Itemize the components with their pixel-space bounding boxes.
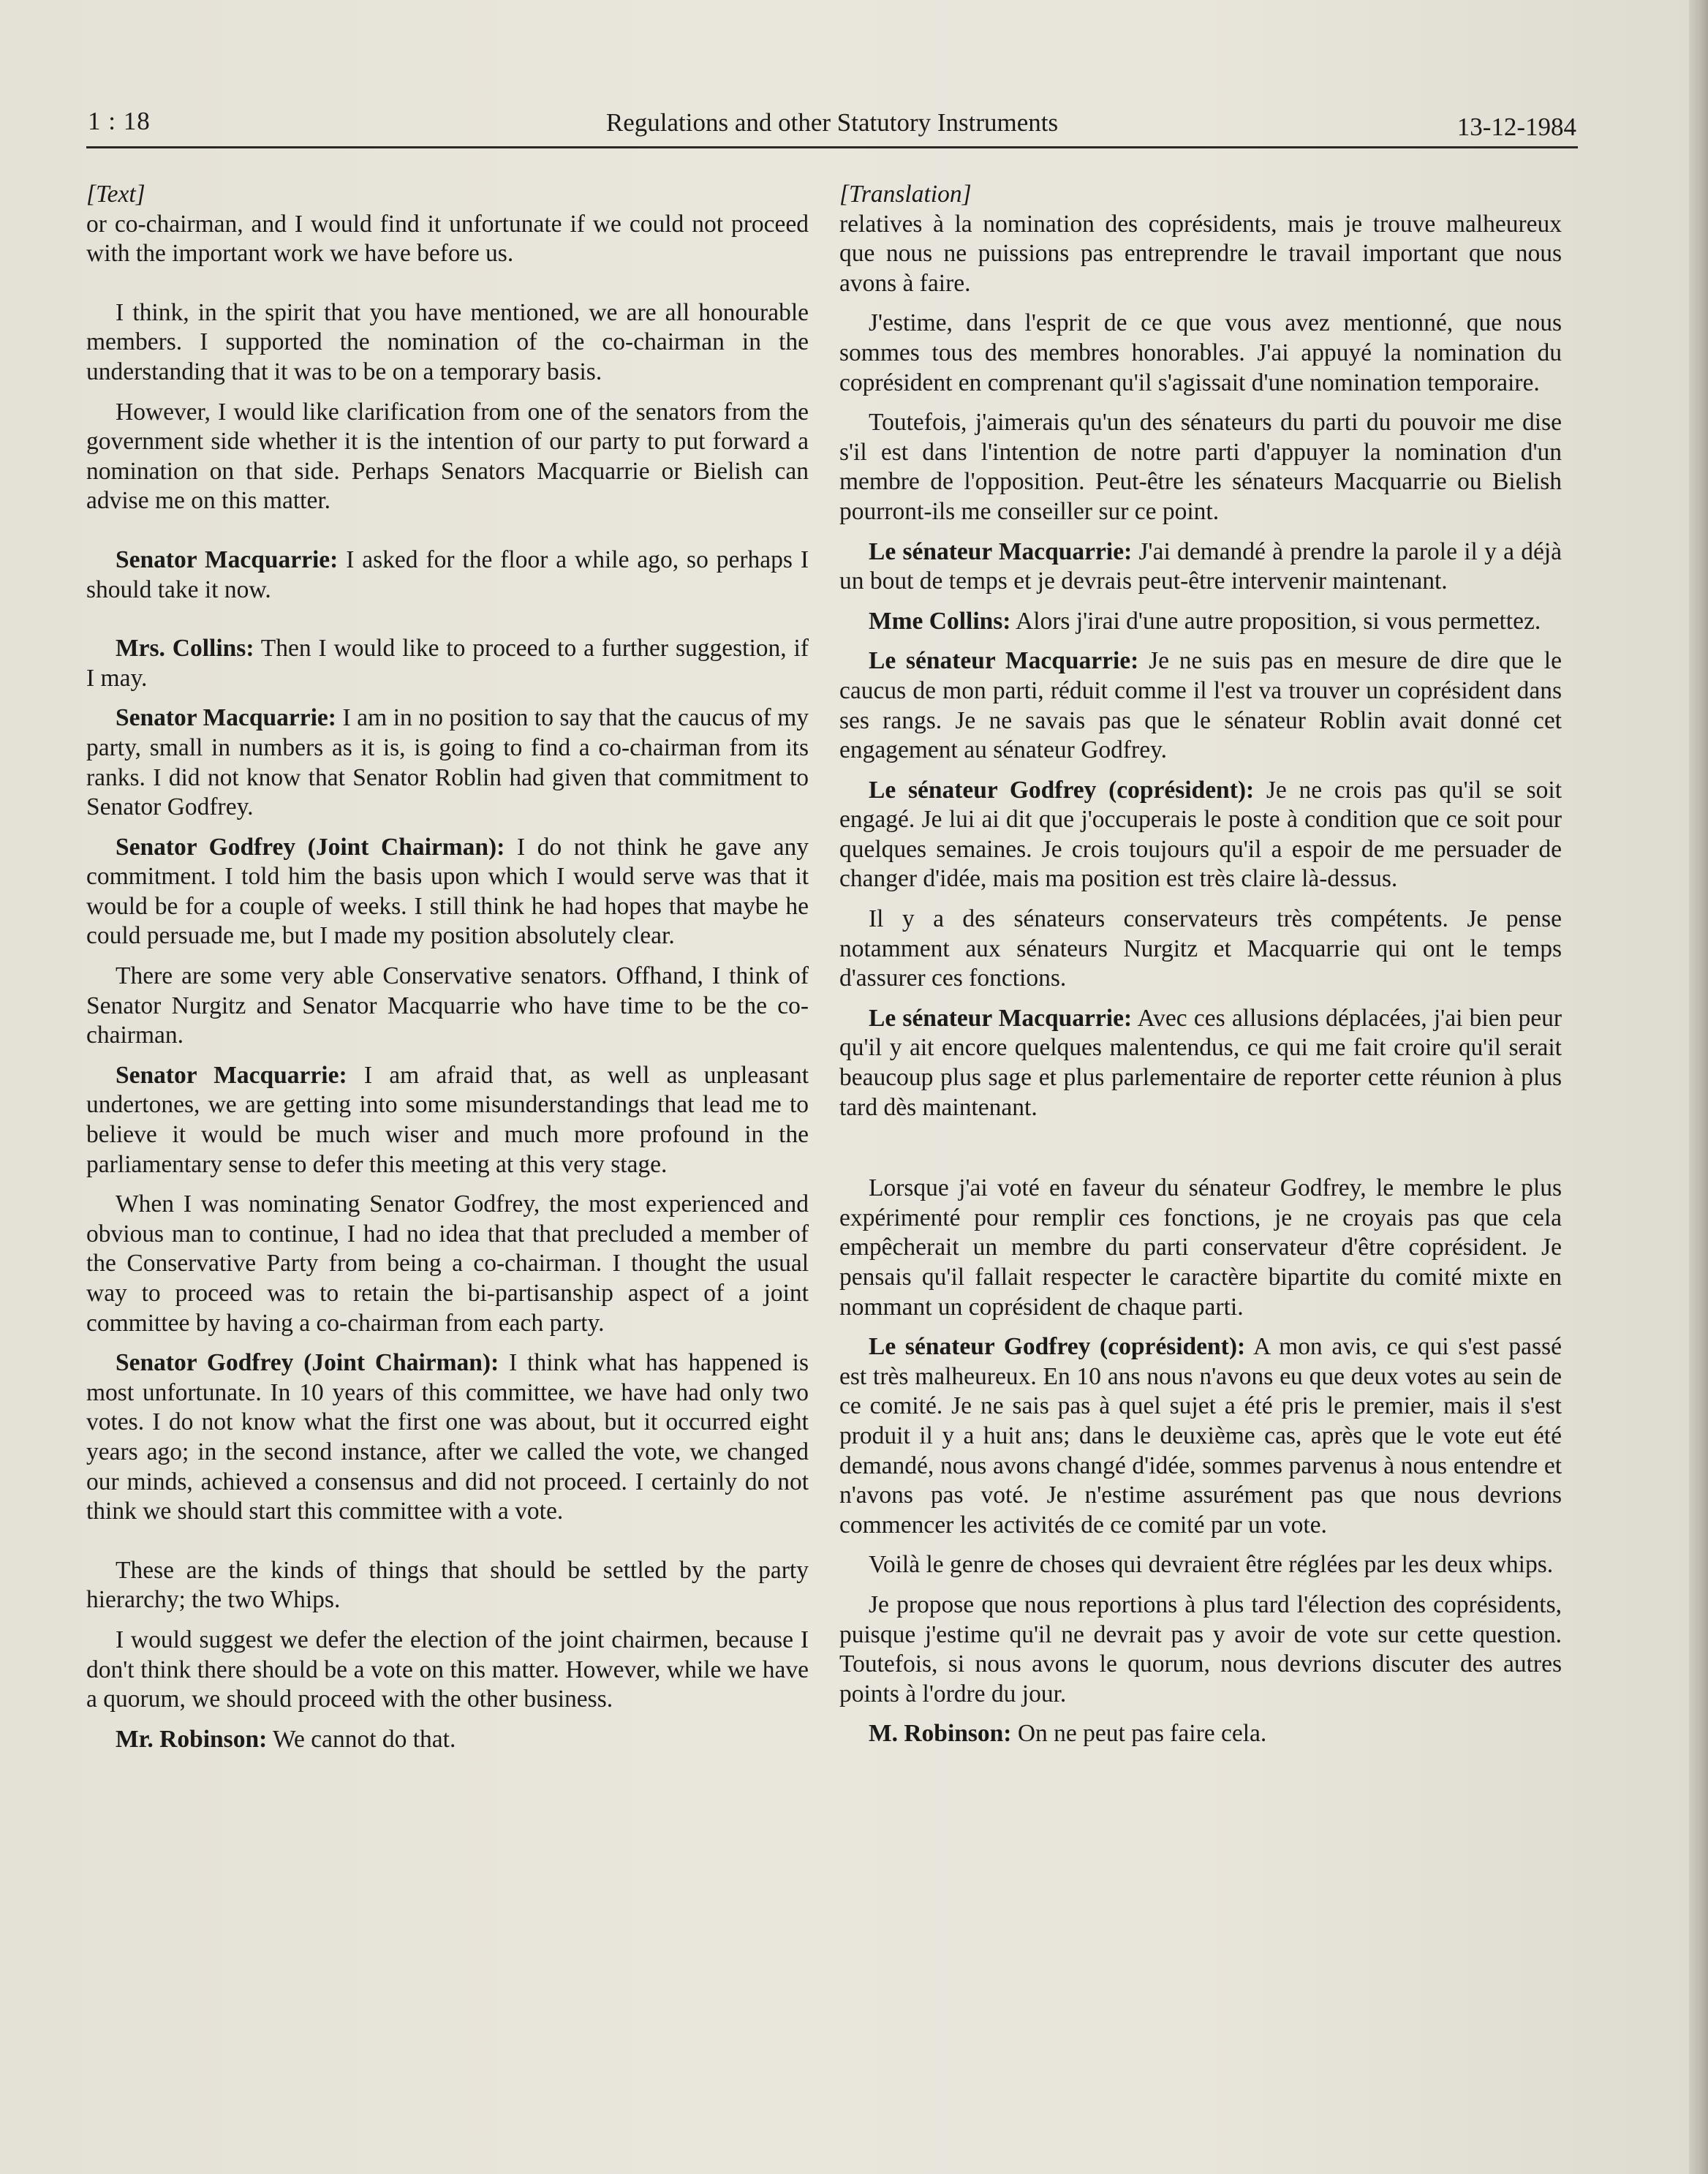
speech-text: I do not think he gave any commitment. I told him the basis upon which I would serve was that it would be for a couple of weeks. I still think he had hopes that maybe he could persuade me, but I made my position absolutely clear. xyxy=(86,833,809,950)
speaker-name: Le sénateur Godfrey (coprésident): xyxy=(869,1333,1246,1361)
paragraph: There are some very able Conservative senators. Offhand, I think of Senator Nurgitz and Senator Macquarrie who have time to be the co-chairman. xyxy=(86,962,809,1049)
speech xyxy=(86,634,809,693)
speech xyxy=(839,646,1562,765)
speaker-name: Le sénateur Macquarrie: xyxy=(869,537,1133,565)
speaker-name: Senator Godfrey (Joint Chairman): xyxy=(116,1349,499,1377)
speaker-name: Mme Collins: xyxy=(869,607,1011,635)
paragraph: J'estime, dans l'esprit de ce que vous avez mentionné, que nous sommes tous des membres honorables. J'ai appuyé la nomination du coprésident en comprenant qu'il s'agissait d'une nomination temporaire. xyxy=(839,309,1562,396)
speech-text: On ne peut pas faire cela. xyxy=(1011,1720,1267,1748)
french-column xyxy=(839,180,1562,1749)
speech-text: Alors j'irai d'une autre proposition, si vous permettez. xyxy=(1010,607,1541,635)
speech xyxy=(839,607,1562,637)
speaker-name: Senator Godfrey (Joint Chairman): xyxy=(116,833,505,861)
speaker-name: Le sénateur Macquarrie: xyxy=(869,1004,1133,1032)
speaker-name: Mr. Robinson: xyxy=(116,1725,268,1753)
speech xyxy=(839,1004,1562,1122)
speech xyxy=(839,1332,1562,1540)
paragraph: These are the kinds of things that should be settled by the party hierarchy; the two Whips. xyxy=(86,1556,809,1614)
page-date: 13-12-1984 xyxy=(1456,113,1576,141)
paragraph: Voilà le genre de choses qui devraient être réglées par les deux whips. xyxy=(869,1551,1554,1579)
paragraph: or co-chairman, and I would find it unfortunate if we could not proceed with the important work we have before us. xyxy=(86,210,809,268)
speech xyxy=(86,833,809,951)
paragraph: I would suggest we defer the election of the joint chairmen, because I don't think there should be a vote on this matter. However, while we have a quorum, we should proceed with the other business. xyxy=(86,1626,809,1713)
paragraph: relatives à la nomination des coprésidents, mais je trouve malheureux que nous ne puissions pas entreprendre le travail important que nous avons à faire. xyxy=(839,210,1562,297)
paragraph: Toutefois, j'aimerais qu'un des sénateurs du parti du pouvoir me dise s'il est dans l'intention de notre parti d'appuyer la nomination d'un membre de l'opposition. Peut-être les sénateurs Macquarrie ou Bielish pourront-ils me conseiller sur ce point. xyxy=(839,409,1562,525)
speaker-name: Mrs. Collins: xyxy=(116,635,254,663)
column-label: [Text] xyxy=(86,181,146,208)
speech-text: We cannot do that. xyxy=(267,1725,456,1753)
speech-text: Je ne suis pas en mesure de dire que le caucus de mon parti, réduit comme il l'est va trouver un coprésident dans ses rangs. Je ne savais pas que le sénateur Roblin avait donné cet engagement au sénateur Godfrey. xyxy=(839,647,1562,764)
speaker-name: Senator Macquarrie: xyxy=(116,546,339,573)
speech xyxy=(86,703,809,822)
english-column xyxy=(86,180,809,1754)
page-folio: 1 : 18 xyxy=(88,107,151,135)
speech-text: Avec ces allusions déplacées, j'ai bien peur qu'il y ait encore quelques malentendus, ce qui me fait croire qu'il serait beaucoup plus sage et plus parlementaire de reporter cette réunion à plus tard dès maintenant. xyxy=(839,1004,1562,1121)
page-edge-shadow xyxy=(1689,0,1708,2174)
speech-text: I am afraid that, as well as unpleasant undertones, we are getting into some misunderstandings that lead me to believe it would be much wiser and much more profound in the parliamentary sense to defer this meeting at this very stage. xyxy=(86,1061,809,1178)
speaker-name: Le sénateur Godfrey (coprésident): xyxy=(869,776,1255,804)
speech xyxy=(839,776,1562,894)
speech-text: J'ai demandé à prendre la parole il y a déjà un bout de temps et je devrais peut-être intervenir maintenant. xyxy=(839,537,1562,595)
speaker-name: Le sénateur Macquarrie: xyxy=(869,647,1139,675)
paragraph: I think, in the spirit that you have mentioned, we are all honourable members. I supported the nomination of the co-chairman in the understanding that it was to be on a temporary basis. xyxy=(86,298,809,385)
paragraph: Lorsque j'ai voté en faveur du sénateur Godfrey, le membre le plus expérimenté pour remplir ces fonctions, je ne croyais pas que cela empêcherait un membre du parti conservateur d'être coprésident. Je pensais qu'il fallait respecter le caractère bipartite du comité mixte en nommant un coprésident de chaque parti. xyxy=(839,1174,1562,1321)
speaker-name: Senator Macquarrie: xyxy=(116,704,336,732)
column-label: [Translation] xyxy=(839,181,972,208)
running-title: Regulations and other Statutory Instruments xyxy=(605,108,1059,137)
speech-text: I asked for the floor a while ago, so perhaps I should take it now. xyxy=(86,546,809,603)
speech-text: I think what has happened is most unfortunate. In 10 years of this committee, we have had only two votes. I do not know what the first one was about, but it occurred eight years ago; in the second instance, after we called the vote, we changed our minds, achieved a consensus and did not proceed. I certainly do not think we should start this committee with a vote. xyxy=(86,1349,809,1525)
speech-text: Then I would like to proceed to a further suggestion, if I may. xyxy=(86,635,809,692)
paragraph: Je propose que nous reportions à plus tard l'élection des coprésidents, puisque j'estime qu'il ne devrait pas y avoir de vote sur cette question. Toutefois, si nous avons le quorum, nous devrions discuter des autres points à l'ordre du jour. xyxy=(839,1590,1562,1707)
speech-text: Je ne crois pas qu'il se soit engagé. Je lui ai dit que j'occuperais le poste à condition que ce soit pour quelques semaines. Je crois toujours qu'il a espoir de me persuader de changer d'idée, mais ma position est très claire là-dessus. xyxy=(839,776,1562,893)
speech-text: I am in no position to say that the caucus of my party, small in numbers as it is, is going to find a co-chairman from its ranks. I did not know that Senator Roblin had given that commitment to Senator Godfrey. xyxy=(86,704,809,821)
paragraph: Il y a des sénateurs conservateurs très compétents. Je pense notamment aux sénateurs Nurgitz et Macquarrie qui ont le temps d'assurer ces fonctions. xyxy=(839,905,1562,992)
page-header xyxy=(86,104,1578,148)
speech-text: A mon avis, ce qui s'est passé est très malheureux. En 10 ans nous n'avons eu que deux votes au sein de ce comité. Je ne sais pas à quel sujet a été pris le premier, mais il s'est produit il y a huit ans; dans le deuxième cas, après que le vote eut été demandé, nous avons changé d'idée, sommes parvenus à nous entendre et n'avons pas voté. Je n'estime assurément pas que nous devrions commencer les activités de ce comité par un vote. xyxy=(839,1333,1562,1539)
paragraph: However, I would like clarification from one of the senators from the government side whether it is the intention of our party to put forward a nomination on that side. Perhaps Senators Macquarrie or Bielish can advise me on this matter. xyxy=(86,398,809,515)
speech xyxy=(839,1719,1562,1749)
speech xyxy=(86,1725,809,1755)
speech xyxy=(839,537,1562,597)
paragraph: When I was nominating Senator Godfrey, the most experienced and obvious man to continue, I had no idea that that precluded a member of the Conservative Party from being a co-chairman. I thought the usual way to proceed was to retain the bi-partisanship aspect of a joint committee by having a co-chairman from each party. xyxy=(86,1190,809,1337)
speech xyxy=(86,1061,809,1180)
speech xyxy=(86,546,809,605)
speaker-name: Senator Macquarrie: xyxy=(116,1061,347,1089)
speaker-name: M. Robinson: xyxy=(869,1720,1012,1748)
speech xyxy=(86,1348,809,1527)
